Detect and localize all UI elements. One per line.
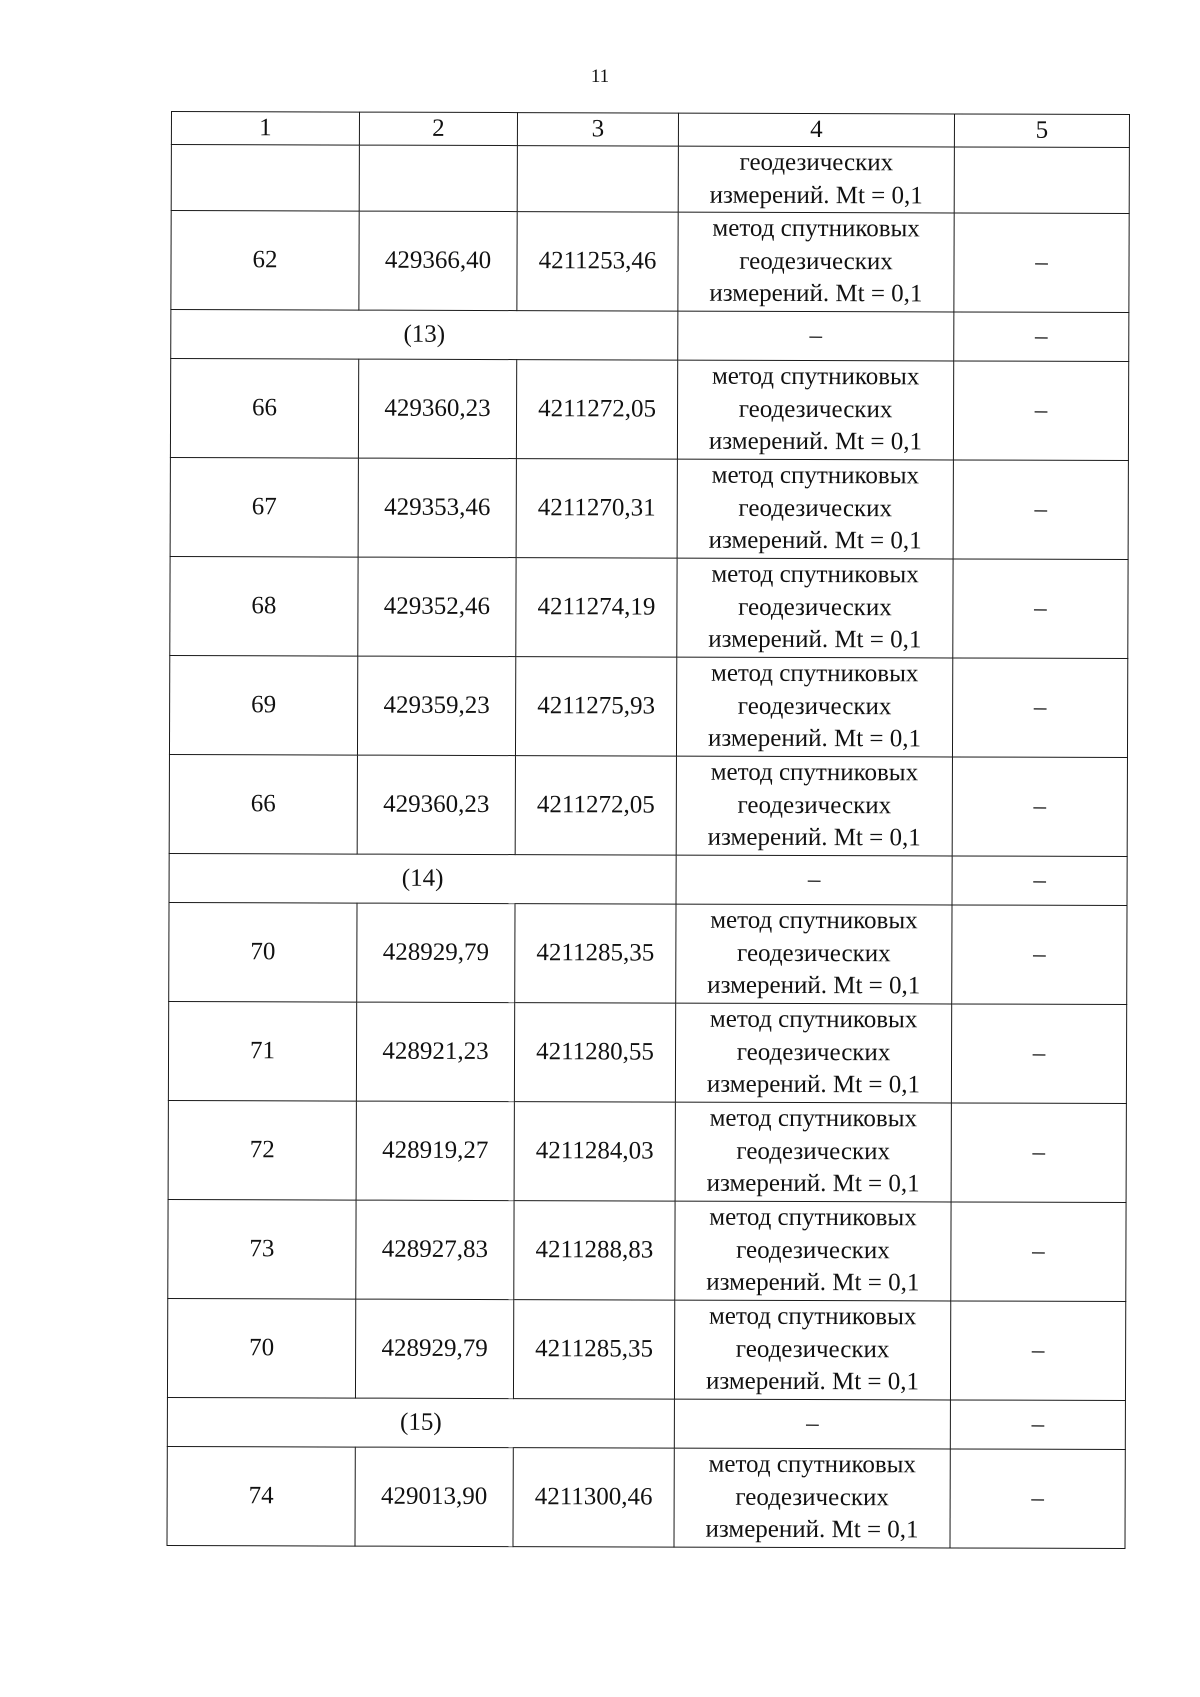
method-line: измерений. Mt = 0,1 — [705, 1515, 919, 1544]
x-coordinate-cell: 429359,23 — [357, 656, 515, 755]
method-line: метод спутниковых — [712, 214, 920, 243]
method-cell — [676, 756, 952, 856]
header-cell-3: 3 — [517, 113, 678, 147]
y-coordinate-cell: 4211274,19 — [516, 558, 677, 658]
x-coordinate-cell: 428919,27 — [356, 1101, 514, 1200]
method-cell — [676, 657, 952, 757]
point-number-cell: 62 — [171, 211, 359, 311]
x-coordinate-cell: 429360,23 — [358, 359, 516, 458]
data-row — [168, 1100, 1126, 1202]
y-coordinate-cell: 4211300,46 — [513, 1448, 674, 1548]
y-coordinate-cell: 4211284,03 — [514, 1102, 675, 1202]
x-coordinate-cell: 428929,79 — [357, 903, 515, 1002]
data-row — [170, 556, 1128, 658]
coordinates-table — [166, 111, 1130, 1549]
note-cell: – — [952, 856, 1127, 906]
method-line: геодезических — [736, 1038, 891, 1067]
method-line: измерений. Mt = 0,1 — [706, 1169, 920, 1198]
y-coordinate-cell: 4211280,55 — [514, 1003, 675, 1103]
y-coordinate-cell: 4211272,05 — [516, 360, 677, 460]
table-body — [167, 112, 1130, 1549]
x-coordinate-cell: 429360,23 — [357, 755, 515, 854]
header-cell-5: 5 — [954, 114, 1129, 148]
method-cell — [675, 1201, 951, 1301]
data-row — [167, 1446, 1125, 1548]
method-line: измерений. Mt = 0,1 — [708, 526, 922, 555]
x-coordinate-cell: 429013,90 — [355, 1447, 513, 1546]
data-row — [167, 1298, 1125, 1400]
method-line: измерений. Mt = 0,1 — [707, 971, 921, 1000]
method-cell — [675, 1003, 951, 1103]
x-coordinate-cell: 429366,40 — [359, 211, 517, 310]
page-number: 11 — [590, 66, 610, 87]
note-cell: – — [953, 361, 1128, 461]
point-number-cell: 66 — [169, 754, 357, 854]
method-line: геодезических — [739, 148, 894, 177]
method-line: метод спутниковых — [708, 1450, 916, 1479]
point-number-cell: 70 — [169, 902, 357, 1002]
method-line: метод спутниковых — [710, 758, 919, 787]
note-cell: – — [953, 460, 1128, 560]
method-line: геодезических — [738, 593, 892, 622]
group-label-cell: (15) — [167, 1397, 674, 1448]
y-coordinate-cell: 4211253,46 — [517, 212, 678, 312]
method-line: измерений. Mt = 0,1 — [709, 279, 923, 308]
method-line: метод спутниковых — [709, 1203, 917, 1232]
method-line: геодезических — [737, 939, 891, 968]
note-cell: – — [954, 312, 1129, 362]
point-number-cell: 67 — [170, 457, 358, 557]
method-line: геодезических — [739, 247, 893, 276]
point-number-cell: 68 — [170, 556, 358, 656]
method-line: геодезических — [735, 1483, 889, 1512]
data-row — [168, 1001, 1126, 1103]
note-cell: – — [952, 757, 1127, 857]
group-label-cell: (13) — [171, 310, 678, 361]
point-number-cell: 66 — [170, 359, 358, 459]
y-coordinate-cell: 4211285,35 — [513, 1300, 674, 1400]
note-cell: – — [951, 1202, 1126, 1302]
method-line: измерений. Mt = 0,1 — [707, 724, 922, 753]
y-coordinate-cell: 4211270,31 — [516, 459, 677, 559]
y-coordinate-cell: 4211288,83 — [514, 1201, 675, 1301]
x-coordinate-cell: 428929,79 — [355, 1299, 513, 1398]
note-cell: – — [951, 1004, 1126, 1104]
method-line: измерений. Mt = 0,1 — [709, 181, 923, 209]
y-coordinate-cell: 4211275,93 — [515, 657, 676, 757]
method-line: измерений. Mt = 0,1 — [707, 823, 921, 852]
method-line: геодезических — [738, 395, 893, 424]
point-number-cell — [171, 145, 359, 212]
y-coordinate-cell — [517, 146, 678, 213]
data-row — [170, 457, 1128, 559]
group-label-cell: (14) — [169, 853, 676, 904]
note-cell: – — [952, 905, 1127, 1005]
method-cell — [678, 146, 954, 213]
header-cell-1: 1 — [171, 112, 359, 146]
data-row — [169, 655, 1127, 757]
note-cell — [954, 147, 1129, 214]
y-coordinate-cell: 4211272,05 — [515, 756, 676, 856]
point-number-cell: 73 — [168, 1199, 356, 1299]
method-line: измерений. Mt = 0,1 — [708, 427, 923, 456]
method-line: метод спутниковых — [711, 461, 920, 490]
header-cell-4: 4 — [678, 113, 954, 147]
note-cell: – — [953, 559, 1128, 659]
x-coordinate-cell: 428921,23 — [356, 1002, 514, 1101]
method-cell: – — [678, 311, 954, 361]
method-line: измерений. Mt = 0,1 — [708, 625, 922, 654]
note-cell: – — [950, 1449, 1125, 1549]
method-line: метод спутниковых — [709, 1005, 918, 1034]
continuation-row — [171, 145, 1129, 214]
method-cell — [674, 1448, 950, 1548]
method-cell — [677, 459, 953, 559]
data-row — [169, 754, 1127, 856]
method-line: геодезических — [737, 791, 892, 820]
method-line: измерений. Mt = 0,1 — [705, 1367, 920, 1396]
x-coordinate-cell: 429352,46 — [358, 557, 516, 656]
method-cell: – — [676, 855, 952, 905]
note-cell: – — [950, 1400, 1125, 1450]
method-cell — [675, 1102, 951, 1202]
data-row — [169, 902, 1127, 1004]
data-row — [171, 211, 1129, 313]
point-number-cell: 71 — [168, 1001, 356, 1101]
method-cell — [677, 360, 953, 460]
method-cell — [677, 558, 953, 658]
method-cell — [674, 1300, 950, 1400]
method-cell: – — [674, 1399, 950, 1449]
x-coordinate-cell — [359, 145, 517, 211]
method-line: измерений. Mt = 0,1 — [706, 1070, 921, 1099]
method-line: геодезических — [736, 1137, 891, 1166]
method-cell — [676, 904, 952, 1004]
method-line: метод спутниковых — [709, 1104, 918, 1133]
method-cell — [678, 212, 954, 312]
method-line: метод спутниковых — [708, 1302, 917, 1331]
group-row — [171, 310, 1129, 362]
x-coordinate-cell: 429353,46 — [358, 458, 516, 557]
note-cell: – — [952, 658, 1127, 758]
method-line: метод спутниковых — [710, 906, 918, 935]
point-number-cell: 70 — [167, 1298, 355, 1398]
method-line: геодезических — [737, 692, 892, 721]
method-line: геодезических — [735, 1335, 890, 1364]
header-cell-2: 2 — [359, 112, 517, 145]
group-row — [169, 853, 1127, 905]
method-line: геодезических — [736, 1236, 890, 1265]
point-number-cell: 69 — [169, 655, 357, 755]
data-row — [168, 1199, 1126, 1301]
note-cell: – — [951, 1103, 1126, 1203]
method-line: метод спутниковых — [711, 362, 920, 391]
method-line: метод спутниковых — [710, 659, 919, 688]
method-line: измерений. Mt = 0,1 — [706, 1268, 920, 1297]
point-number-cell: 74 — [167, 1446, 355, 1546]
y-coordinate-cell: 4211285,35 — [515, 904, 676, 1004]
note-cell: – — [954, 213, 1129, 313]
point-number-cell: 72 — [168, 1100, 356, 1200]
note-cell: – — [950, 1301, 1125, 1401]
data-row — [170, 359, 1128, 461]
header-row — [171, 112, 1129, 148]
method-line: метод спутниковых — [711, 560, 919, 589]
group-row — [167, 1397, 1125, 1449]
x-coordinate-cell: 428927,83 — [356, 1200, 514, 1299]
method-line: геодезических — [738, 494, 893, 523]
